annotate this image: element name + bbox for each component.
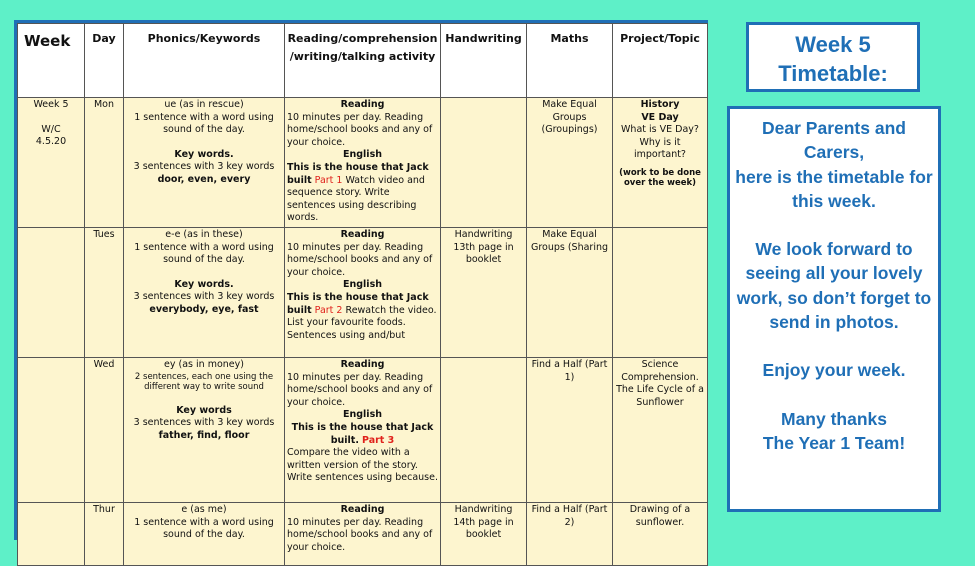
topic-cell: Drawing of a sunflower. [613,503,708,566]
day-cell: Thur [85,503,124,566]
week-cell [18,228,85,358]
phonics-cell: ey (as in money) 2 sentences, each one using the different way to write sound Key words 3 sentences with 3 key words father, find, floor [124,358,285,503]
handwriting-cell [441,98,527,228]
header-maths: Maths [527,24,613,98]
message-line: Dear Parents and Carers, [762,118,906,163]
day-cell: Mon [85,98,124,228]
title-line: Timetable: [778,61,888,86]
handwriting-cell: Handwriting 14th page in booklet [441,503,527,566]
message-line: Many thanks [781,408,887,429]
message-line: The Year 1 Team! [762,432,906,453]
title-line: Week 5 [795,32,871,57]
table-row [18,228,708,358]
reading-cell: Reading 10 minutes per day. Reading home/school books and any of your choice. English This is the house that Jack built. Part 3 Compare the video with a written version of the story. Write sentences using because. [285,358,441,503]
topic-cell [613,228,708,358]
day-cell: Tues [85,228,124,358]
topic-cell: Science Comprehension. The Life Cycle of a Sunflower [613,358,708,503]
part-label: Part 2 [314,304,343,316]
reading-cell: Reading 10 minutes per day. Reading home/school books and any of your choice. [285,503,441,566]
message-line: here is the timetable for this week. [735,166,933,211]
reading-cell: Reading 10 minutes per day. Reading home/school books and any of your choice. English This is the house that Jack built Part 2 Rewatch the video. List your favourite foods. Sentences using and/but [285,228,441,358]
table-row [18,358,708,503]
topic-cell: History VE Day What is VE Day? Why is it important? (work to be done over the week) [613,98,708,228]
reading-cell: Reading 10 minutes per day. Reading home/school books and any of your choice. English This is the house that Jack built Part 1 Watch video and sequence story. Write sentences using describing words. [285,98,441,228]
week-cell: Week 5 W/C 4.5.20 [18,98,85,228]
phonics-cell: ue (as in rescue) 1 sentence with a word using sound of the day. Key words. 3 sentences with 3 key words door, even, every [124,98,285,228]
timetable-frame [14,20,708,553]
handwriting-cell: Handwriting 13th page in booklet [441,228,527,358]
maths-cell: Find a Half (Part 1) [527,358,613,503]
phonics-cell: e (as me) 1 sentence with a word using sound of the day. [124,503,285,566]
week-cell [18,503,85,566]
message-line: Enjoy your week. [762,360,906,381]
day-cell: Wed [85,358,124,503]
maths-cell: Find a Half (Part 2) [527,503,613,566]
header-topic: Project/Topic [613,24,708,98]
timetable [17,23,708,566]
phonics-cell: e-e (as in these) 1 sentence with a word using sound of the day. Key words. 3 sentences with 3 key words everybody, eye, fast [124,228,285,358]
maths-cell: Make Equal Groups (Groupings) [527,98,613,228]
message-line: We look forward to seeing all your lovely work, so don’t forget to send in photos. [736,239,932,333]
header-reading: Reading/comprehension /writing/talking activity [285,24,441,98]
table-row [18,98,708,228]
handwriting-cell [441,358,527,503]
parent-message-box [727,106,941,512]
header-week: Week [18,24,85,98]
part-label: Part 3 [362,434,395,446]
part-label: Part 1 [314,174,343,186]
header-day: Day [85,24,124,98]
timetable-title-box [746,22,920,92]
header-row [18,24,708,98]
table-row [18,503,708,566]
week-cell [18,358,85,503]
header-handwriting: Handwriting [441,24,527,98]
header-phonics: Phonics/Keywords [124,24,285,98]
maths-cell: Make Equal Groups (Sharing [527,228,613,358]
